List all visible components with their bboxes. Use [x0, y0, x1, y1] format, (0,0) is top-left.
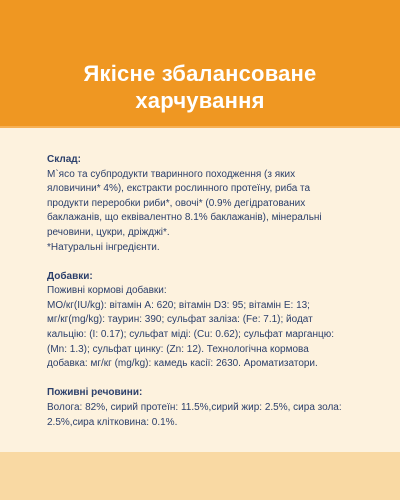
header-banner [0, 0, 400, 128]
product-info [47, 153, 367, 430]
composition-line: речовини, цукри, дріжджі*. [47, 226, 170, 238]
composition-section [47, 153, 367, 255]
composition-footnote: *Натуральні інгредієнти. [47, 241, 160, 253]
additives-line: добавка: мг/кг (mg/kg): камедь касії: 2630. Ароматизатори. [47, 358, 318, 370]
additives-line: мг/кг(mg/kg): таурин: 390; сульфат заліза: (Fe: 7.1); йодат [47, 314, 313, 326]
composition-line: баклажанів, що еквівалентно 8.1% баклажанів), мінеральні [47, 212, 322, 224]
additives-line: МО/кг(IU/kg): вітамін А: 620; вітамін D3: 95; вітамін Е: 13; [47, 299, 310, 311]
composition-line: яловичини* 4%), екстракти рослинного протеїну, риба та [47, 183, 311, 195]
nutrients-heading: Поживні речовини: [47, 387, 143, 399]
nutrients-section [47, 386, 367, 430]
additives-section [47, 270, 367, 372]
composition-line: продукти переробки риби*, овочі* (0.9% дегідратованих [47, 197, 306, 209]
additives-line: Поживні кормові добавки: [47, 285, 167, 297]
additives-line: кальцію: (I: 0.17); сульфат міді: (Cu: 0.62); сульфат марганцю: [47, 329, 334, 341]
nutrients-line: Волога: 82%, сирий протеїн: 11.5%,сирий жир: 2.5%, сира зола: [47, 401, 342, 413]
composition-heading: Склад: [47, 154, 81, 165]
page-title [0, 60, 400, 114]
bottom-band [0, 452, 400, 500]
title-line-2: харчування [135, 88, 265, 113]
additives-heading: Добавки: [47, 270, 93, 282]
composition-line: М`ясо та субпродукти тваринного походження (з яких [47, 168, 296, 180]
additives-line: (Mn: 1.3); сульфат цинку: (Zn: 12). Технологічна кормова [47, 343, 309, 355]
nutrients-line: 2.5%,сира клітковина: 0.1%. [47, 416, 178, 428]
title-line-1: Якісне збалансоване [83, 61, 317, 86]
